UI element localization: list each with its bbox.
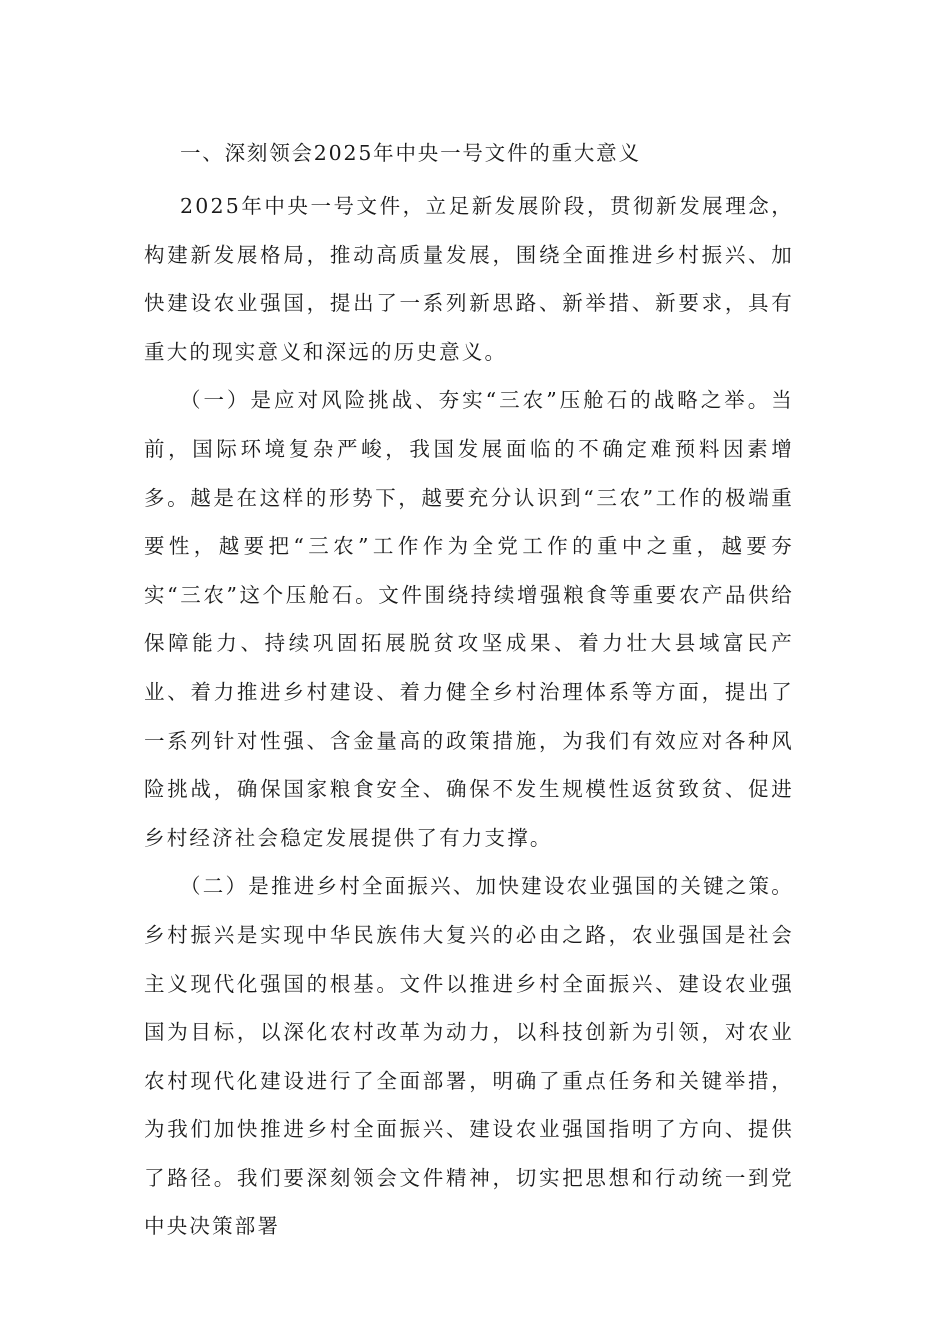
section-heading: 一、深刻领会2025年中央一号文件的重大意义 (180, 141, 641, 165)
paragraph-point-two: （二）是推进乡村全面振兴、加快建设农业强国的关键之策。乡村振兴是实现中华民族伟大复兴的必由之路，农业强国是社会主义现代化强国的根基。文件以推进乡村全面振兴、建设农业强国为目标，以深化农村改革为动力，以科技创新为引领，对农业农村现代化建设进行了全面部署，明确了重点任务和关键举措，为我们加快推进乡村全面振兴、建设农业强国指明了方向、提供了路径。我们要深刻领会文件精神，切实把思想和行动统一到党中央决策部署 (144, 874, 794, 1239)
paragraph-intro: 2025年中央一号文件，立足新发展阶段，贯彻新发展理念，构建新发展格局，推动高质量发展，围绕全面推进乡村振兴、加快建设农业强国，提出了一系列新思路、新举措、新要求，具有重大的现实意义和深远的历史意义。 (144, 194, 794, 364)
paragraph-point-one: （一）是应对风险挑战、夯实“三农”压舱石的战略之举。当前，国际环境复杂严峻，我国发展面临的不确定难预料因素增多。越是在这样的形势下，越要充分认识到“三农”工作的极端重要性，越要把“三农”工作作为全党工作的重中之重，越要夯实“三农”这个压舱石。文件围绕持续增强粮食等重要农产品供给保障能力、持续巩固拓展脱贫攻坚成果、着力壮大县域富民产业、着力推进乡村建设、着力健全乡村治理体系等方面，提出了一系列针对性强、含金量高的政策措施，为我们有效应对各种风险挑战，确保国家粮食安全、确保不发生规模性返贫致贫、促进乡村经济社会稳定发展提供了有力支撑。 (144, 388, 794, 850)
document-body (144, 182, 794, 1251)
